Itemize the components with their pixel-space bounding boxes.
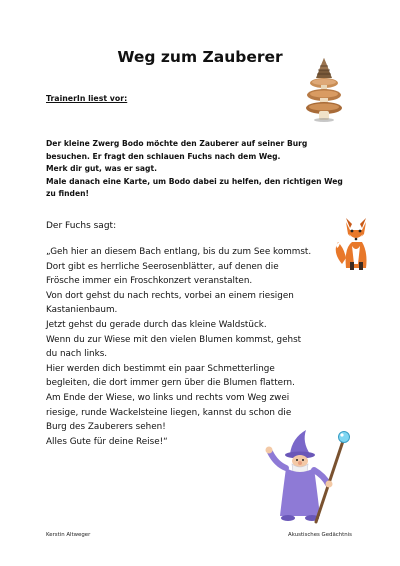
speech-line: Hier werden dich bestimmt ein paar Schmetterlinge [46, 363, 275, 374]
intro-line: besuchen. Er fragt den schlauen Fuchs nach dem Weg. [46, 151, 281, 161]
speech-line: Am Ende der Wiese, wo links und rechts vom Weg zwei [46, 392, 290, 403]
wizard-icon [262, 428, 354, 524]
speech-line: riesige, runde Wackelsteine liegen, kannst du schon die [46, 407, 292, 418]
trainer-heading: TrainerIn liest vor: [46, 94, 128, 103]
speech-line: „Geh hier an diesem Bach entlang, bis du zum See kommst. [46, 247, 312, 257]
intro-line: Der kleine Zwerg Bodo möchte den Zauberer auf seiner Burg [46, 139, 308, 148]
footer-author: Kerstin Altweger [46, 532, 91, 538]
speech-line: Wenn du zur Wiese mit den vielen Blumen kommst, gehst [46, 334, 302, 345]
speech-line: du nach links. [46, 349, 108, 360]
speech-line: Von dort gehst du nach rechts, vorbei an einem riesigen [46, 290, 294, 301]
page-title: Weg zum Zauberer [117, 48, 283, 66]
pinecone-mushroom-stack-icon [302, 56, 346, 122]
footer-category: Akustisches Gedächtnis [288, 532, 352, 538]
intro-line: zu finden! [46, 189, 89, 199]
speech-line: begleiten, die dort immer gern über die Blumen flattern. [46, 378, 295, 389]
speech-line: Frösche immer ein Froschkonzert veranstalten. [46, 276, 253, 287]
speech-line: Burg des Zauberers sehen! [46, 422, 166, 433]
intro-line: Male danach eine Karte, um Bodo dabei zu helfen, den richtigen Weg [46, 176, 343, 186]
intro-paragraph [46, 138, 361, 201]
speech-line: Jetzt gehst du gerade durch das kleine Waldstück. [46, 319, 267, 330]
intro-line: Merk dir gut, was er sagt. [46, 164, 158, 174]
fox-says-heading: Der Fuchs sagt: [46, 221, 117, 231]
speech-line: Alles Gute für deine Reise!“ [46, 436, 168, 447]
fox-speech-paragraph [46, 245, 362, 449]
speech-line: Dort gibt es herrliche Seerosenblätter, auf denen die [46, 261, 279, 272]
speech-line: Kastanienbaum. [46, 305, 118, 316]
